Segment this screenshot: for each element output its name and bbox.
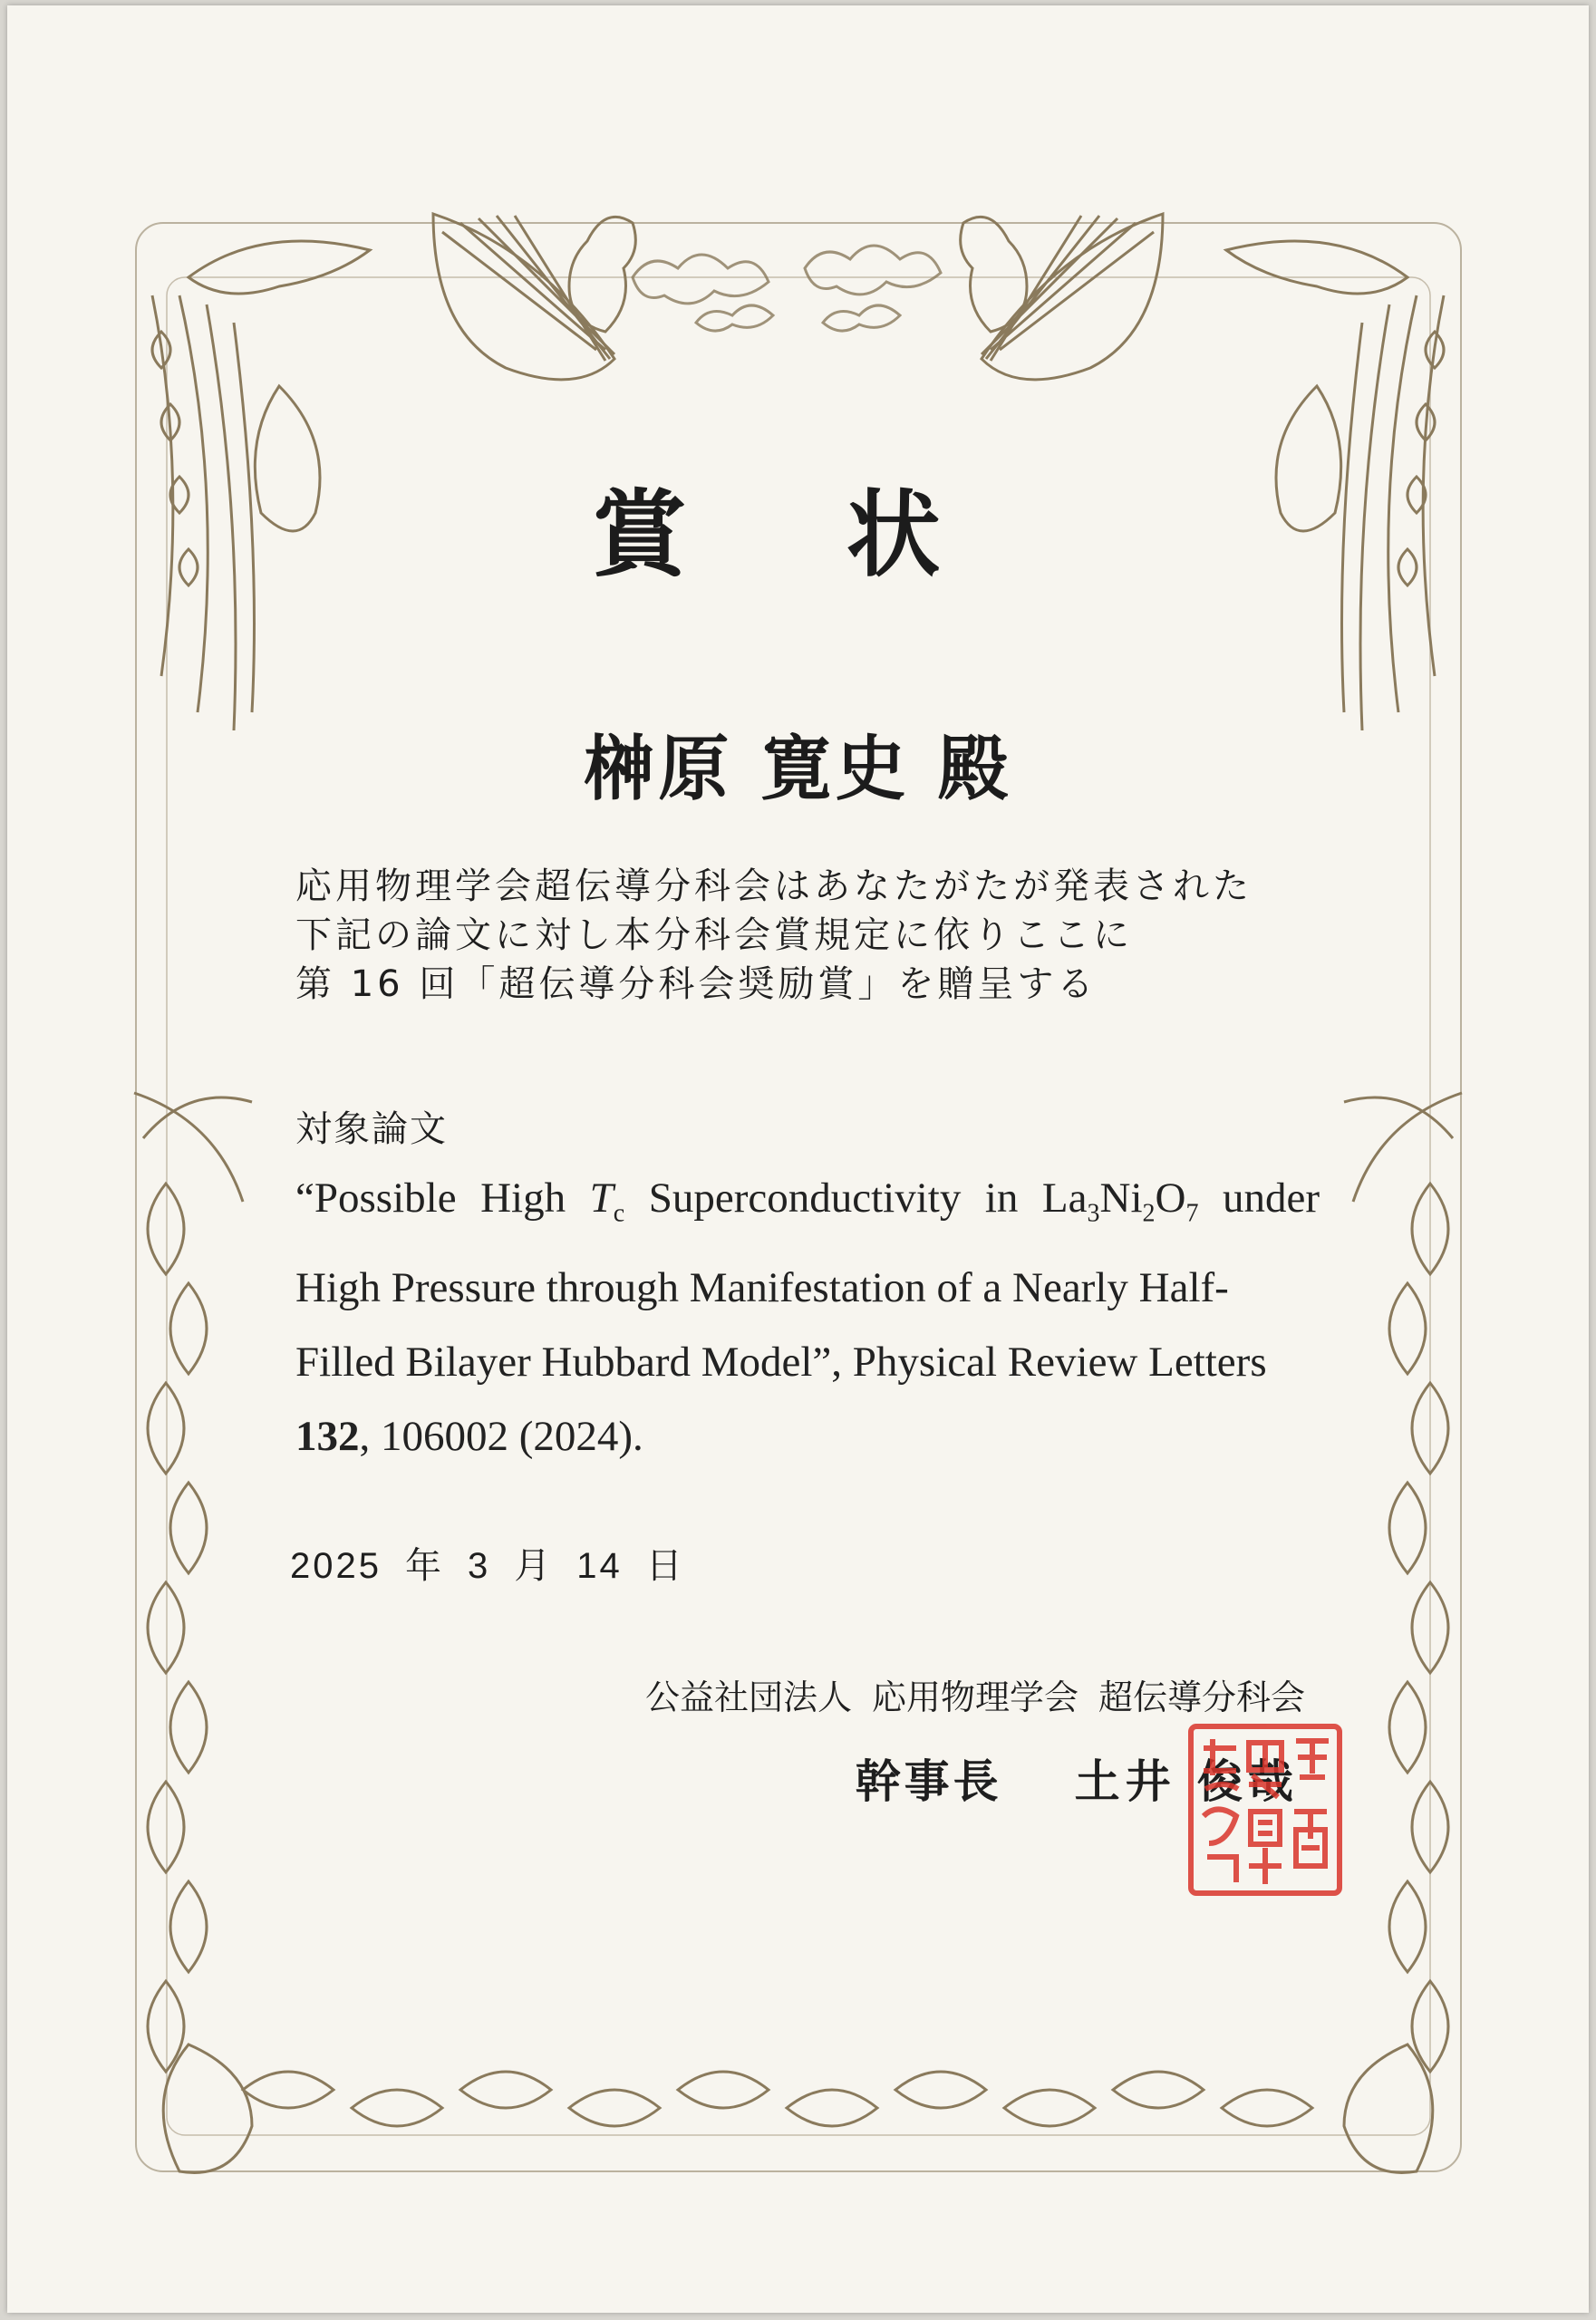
leaf-column-right-ornament (1344, 1093, 1462, 2072)
org-type: 公益社団法人 (644, 1677, 852, 1717)
cloud-ornament (633, 246, 941, 331)
signer-name: 土井 俊哉 (1074, 1754, 1299, 1808)
citation-line-2: High Pressure through Manifestation of a Nearly Half- (295, 1264, 1229, 1312)
date-month-unit: 月 (514, 1546, 554, 1586)
citation-pages: , 106002 (2024). (359, 1413, 643, 1461)
formula-la: La (1041, 1174, 1088, 1222)
leaf-column-left-ornament (134, 1093, 252, 2072)
recipient-name: 榊原 寛史 殿 (584, 728, 1012, 810)
formula-ni: Ni (1099, 1174, 1143, 1222)
signer-role: 幹事長 (855, 1754, 1002, 1808)
date-day-unit: 日 (645, 1546, 685, 1586)
issuing-organization (625, 1669, 1305, 1719)
citation-volume: 132 (295, 1413, 360, 1461)
formula-subscript: 7 (1185, 1199, 1199, 1228)
tc-subscript: c (613, 1199, 625, 1228)
org-society: 応用物理学会 (871, 1677, 1079, 1717)
date-year-unit: 年 (404, 1546, 444, 1586)
tc-symbol: T (589, 1174, 614, 1222)
leaf-row-bottom-ornament (163, 2044, 1433, 2172)
statement-line-1: 応用物理学会超伝導分科会はあなたがたが発表された (295, 865, 1253, 907)
formula-subscript: 3 (1087, 1199, 1100, 1228)
citation-line-4 (295, 1399, 1320, 1474)
org-division: 超伝導分科会 (1098, 1677, 1305, 1717)
citation-text: Superconductivity in (624, 1174, 1042, 1222)
official-seal (1185, 1721, 1345, 1899)
ornamental-border (7, 5, 1589, 2313)
formula-subscript: 2 (1142, 1199, 1156, 1228)
date-year: 2025 (290, 1546, 382, 1586)
citation-text: “Possible High (295, 1174, 590, 1222)
date-day: 14 (576, 1546, 623, 1586)
citation-line-1 (295, 1161, 1320, 1251)
certificate-title: 賞 状 (592, 478, 1004, 590)
award-date (290, 1537, 709, 1589)
statement-line-2: 下記の論文に対し本分科会賞規定に依りここに (295, 914, 1133, 956)
paper-citation (295, 1161, 1320, 1474)
award-statement (295, 862, 1320, 1009)
citation-line-3: Filled Bilayer Hubbard Model”, Physical Review Letters (295, 1339, 1267, 1387)
certificate-sheet (7, 5, 1589, 2313)
date-month: 3 (467, 1546, 491, 1586)
statement-line-3: 第 16 回「超伝導分科会奨励賞」を贈呈する (295, 963, 1098, 1005)
formula-o: O (1155, 1174, 1186, 1222)
paper-heading: 対象論文 (295, 1108, 448, 1150)
citation-text: under (1198, 1174, 1320, 1222)
